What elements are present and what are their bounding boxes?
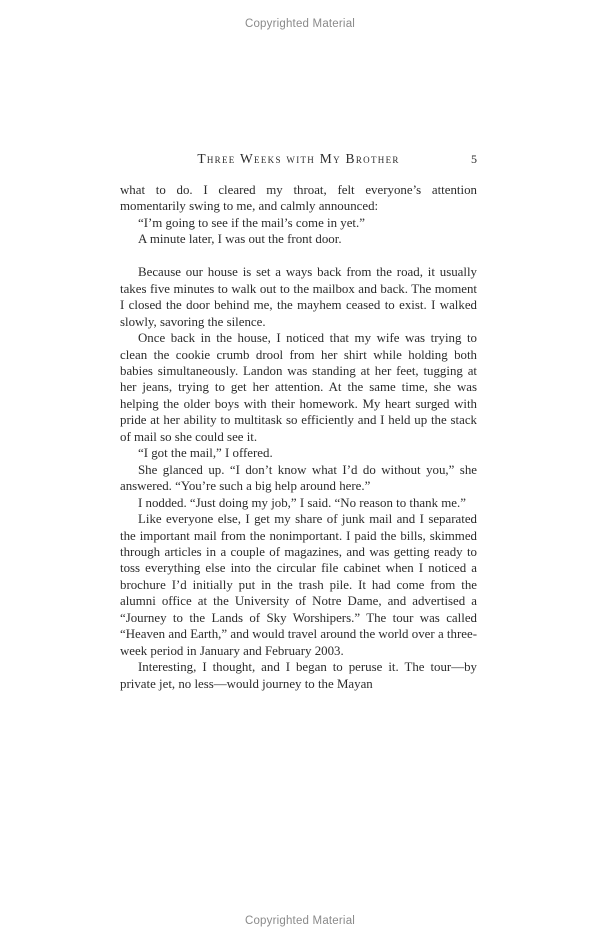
body-text <box>120 182 477 692</box>
paragraph: what to do. I cleared my throat, felt everyone’s attention momentarily swing to me, and calmly announced: <box>120 183 477 214</box>
copyright-notice-top: Copyrighted Material <box>244 18 356 30</box>
paragraph: A minute later, I was out the front door. <box>138 232 342 247</box>
paragraph: I nodded. “Just doing my job,” I said. “No reason to thank me.” <box>138 495 466 510</box>
running-header <box>120 151 477 167</box>
copyright-notice-bottom: Copyrighted Material <box>244 915 356 927</box>
paragraph: Once back in the house, I noticed that my wife was trying to clean the cookie crumb drool from her shirt while holding both babies simultaneously. Landon was standing at her feet, tugging at her jeans, trying to get her attention. At the same time, she was helping the older boys with their homework. My heart surged with pride at her ability to multitask so efficiently and I held up the stack of mail so she could see it. <box>120 331 477 444</box>
paragraph: “I’m going to see if the mail’s come in yet.” <box>138 215 365 230</box>
page-number: 5 <box>471 152 477 166</box>
page-content <box>120 151 477 692</box>
book-title: Three Weeks with My Brother <box>197 151 400 166</box>
paragraph: Interesting, I thought, and I began to peruse it. The tour—by private jet, no less—would journey to the Mayan <box>120 660 477 691</box>
paragraph: Because our house is set a ways back from the road, it usually takes five minutes to walk out to the mailbox and back. The moment I closed the door behind me, the mayhem ceased to exist. I walked slowly, savoring the silence. <box>120 265 477 329</box>
paragraph: “I got the mail,” I offered. <box>138 446 273 461</box>
paragraph: Like everyone else, I get my share of junk mail and I separated the important mail from the nonimportant. I paid the bills, skimmed through articles in a couple of magazines, and was getting ready to toss everything else into the circular file cabinet when I noticed a brochure I’d initially put in the trash pile. It had come from the alumni office at the University of Notre Dame, and advertised a “Journey to the Lands of Sky Worshipers.” The tour was called “Heaven and Earth,” and would travel around the world over a three-week period in January and February 2003. <box>120 512 477 658</box>
paragraph: She glanced up. “I don’t know what I’d do without you,” she answered. “You’re such a big help around here.” <box>120 462 477 494</box>
